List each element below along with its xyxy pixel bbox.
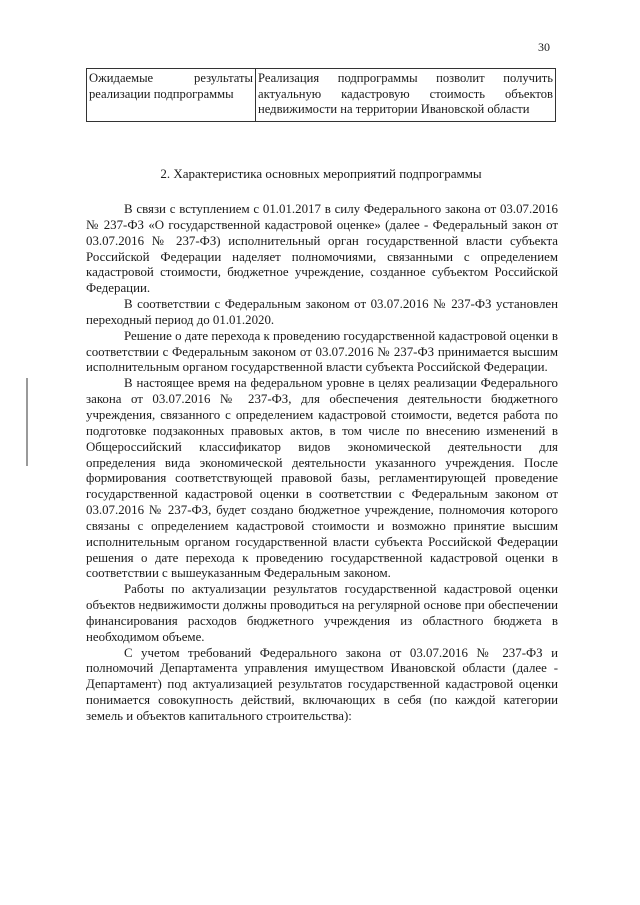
section-heading: 2. Характеристика основных мероприятий подпрограммы <box>160 166 482 181</box>
body-text <box>86 202 558 725</box>
scan-artifact-line <box>26 378 28 466</box>
table-label-cell: Ожидаемые результаты реализации подпрограммы <box>87 69 256 122</box>
paragraph: Решение о дате перехода к проведению государственной кадастровой оценки в соответствии с Федеральным законом от 03.07.2016 № 237-ФЗ принимается высшим исполнительным органом государственной власти субъекта Российской Федерации. <box>86 328 558 375</box>
paragraph: В соответствии с Федеральным законом от 03.07.2016 № 237-ФЗ установлен переходный период до 01.01.2020. <box>86 297 558 327</box>
summary-table <box>86 68 556 122</box>
paragraph: С учетом требований Федерального закона от 03.07.2016 № 237-ФЗ и полномочий Департамента управления имуществом Ивановской области (далее - Департамент) под актуализацией результатов государственной кадастровой оценки понимается совокупность действий, включающих в себя (по каждой категории земель и объектов капитального строительства): <box>86 645 558 723</box>
paragraph: В связи с вступлением с 01.01.2017 в силу Федерального закона от 03.07.2016 № 237-ФЗ «О государственной кадастровой оценке» (далее - Федеральный закон от 03.07.2016 № 237-ФЗ) исполнительный орган государственной власти субъекта Российской Федерации наделяет полномочиями, связанными с определением кадастровой стоимости, бюджетное учреждение, созданное субъектом Российской Федерации. <box>86 202 558 296</box>
table-value-cell: Реализация подпрограммы позволит получить актуальную кадастровую стоимость объектов недвижимости на территории Ивановской области <box>256 69 556 122</box>
paragraph: В настоящее время на федеральном уровне в целях реализации Федерального закона от 03.07.2016 № 237-ФЗ, для обеспечения деятельности бюджетного учреждения, связанного с определением кадастровой стоимости, ведется работа по подготовке подзаконных правовых актов, в том числе по внесению изменений в Общероссийский классификатор видов экономической деятельности для определения вида экономической деятельности указанного учреждения. После формирования соответствующей правовой базы, регламентирующей проведение государственной кадастровой оценки в соответствии с Федеральным законом от 03.07.2016 № 237-ФЗ, будет создано бюджетное учреждение, полномочия которого связаны с определением кадастровой стоимости и возможно принятие высшим исполнительным органом государственной власти субъекта Российской Федерации решения о дате перехода к проведению государственной кадастровой оценки в соответствии с вышеуказанным Федеральным законом. <box>86 376 558 581</box>
page-number: 30 <box>538 40 550 54</box>
table-row <box>87 69 556 122</box>
paragraph: Работы по актуализации результатов государственной кадастровой оценки объектов недвижимости должны проводиться на регулярной основе при обеспечении финансирования расходов бюджетного учреждения из областного бюджета в необходимом объеме. <box>86 582 558 644</box>
